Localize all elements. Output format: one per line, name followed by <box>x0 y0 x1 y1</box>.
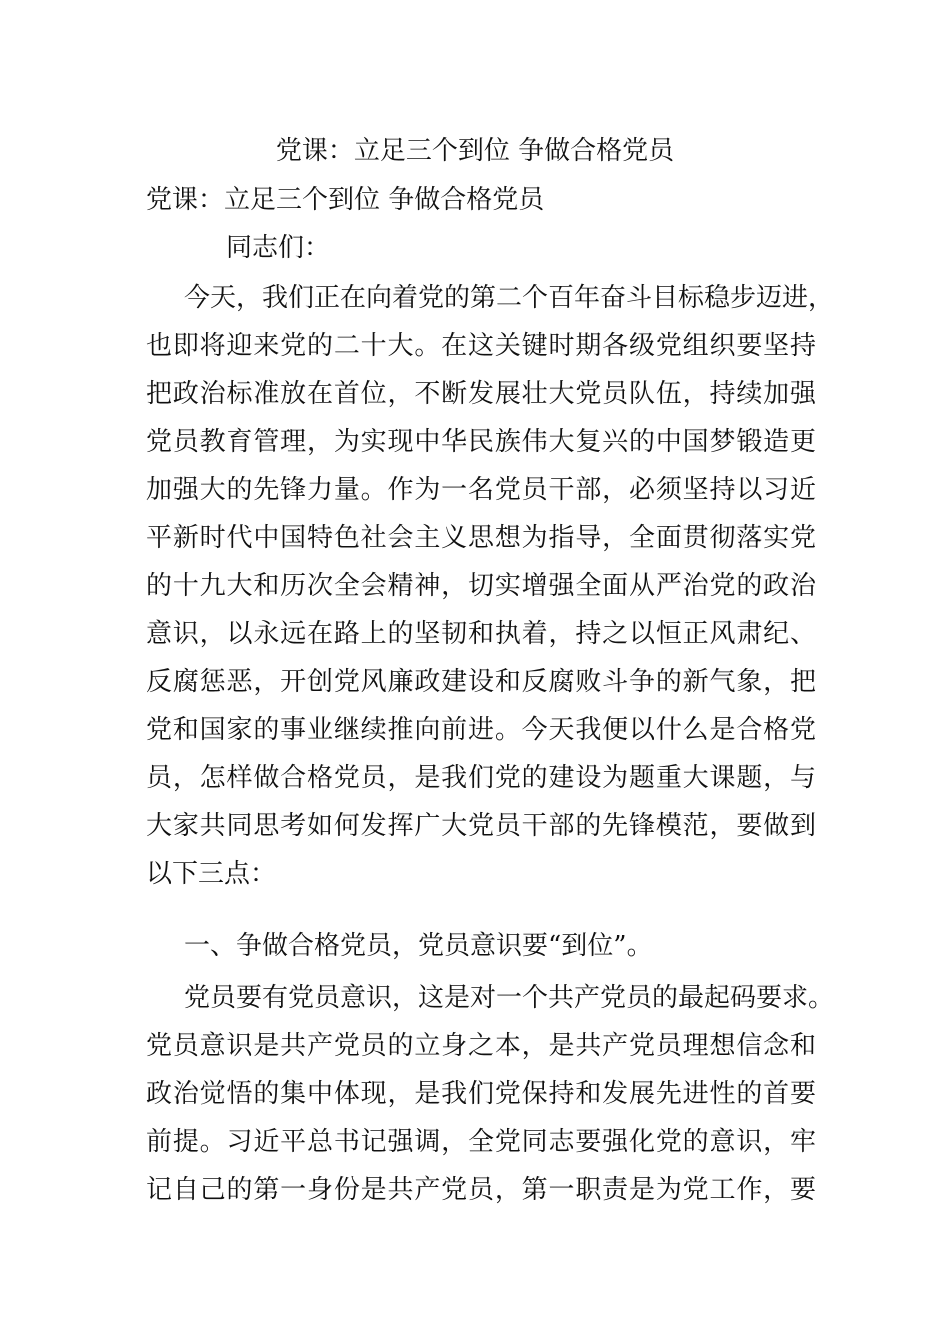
paragraph-line: 也即将迎来党的二十大。在这关键时期各级党组织要坚持 <box>146 331 816 361</box>
paragraph-line: 员，怎样做合格党员，是我们党的建设为题重大课题，与 <box>146 763 816 793</box>
paragraph-line: 加强大的先锋力量。作为一名党员干部，必须坚持以习近 <box>146 475 816 505</box>
paragraph-line: 党员要有党员意识，这是对一个共产党员的最起码要求。 <box>184 983 835 1013</box>
paragraph-line: 前提。习近平总书记强调，全党同志要强化党的意识，牢 <box>146 1127 816 1157</box>
salutation: 同志们： <box>226 233 331 263</box>
paragraph-1 <box>146 274 835 898</box>
paragraph-line: 记自己的第一身份是共产党员，第一职责是为党工作，要 <box>146 1175 816 1205</box>
paragraph-line: 党员意识是共产党员的立身之本，是共产党员理想信念和 <box>146 1031 816 1061</box>
paragraph-line: 党和国家的事业继续推向前进。今天我便以什么是合格党 <box>146 715 816 745</box>
paragraph-2 <box>146 974 835 1214</box>
paragraph-line: 政治觉悟的集中体现，是我们党保持和发展先进性的首要 <box>146 1079 816 1109</box>
paragraph-line: 平新时代中国特色社会主义思想为指导，全面贯彻落实党 <box>146 523 816 553</box>
paragraph-line: 大家共同思考如何发挥广大党员干部的先锋模范，要做到 <box>146 811 816 841</box>
paragraph-line: 党员教育管理，为实现中华民族伟大复兴的中国梦锻造更 <box>146 427 816 457</box>
paragraph-line: 反腐惩恶，开创党风廉政建设和反腐败斗争的新气象，把 <box>146 667 816 697</box>
paragraph-line: 把政治标准放在首位，不断发展壮大党员队伍，持续加强 <box>146 379 816 409</box>
paragraph-line: 意识，以永远在路上的坚韧和执着，持之以恒正风肃纪、 <box>146 619 816 649</box>
paragraph-line: 以下三点： <box>146 859 277 889</box>
document-subtitle: 党课：立足三个到位 争做合格党员 <box>146 185 545 215</box>
paragraph-line: 的十九大和历次全会精神，切实增强全面从严治党的政治 <box>146 571 816 601</box>
paragraph-line: 今天，我们正在向着党的第二个百年奋斗目标稳步迈进， <box>184 283 835 313</box>
section-heading-1 <box>146 922 816 970</box>
document-title: 党课：立足三个到位 争做合格党员 <box>275 136 675 166</box>
section-heading-text: 一、争做合格党员，党员意识要“到位”。 <box>184 931 653 961</box>
